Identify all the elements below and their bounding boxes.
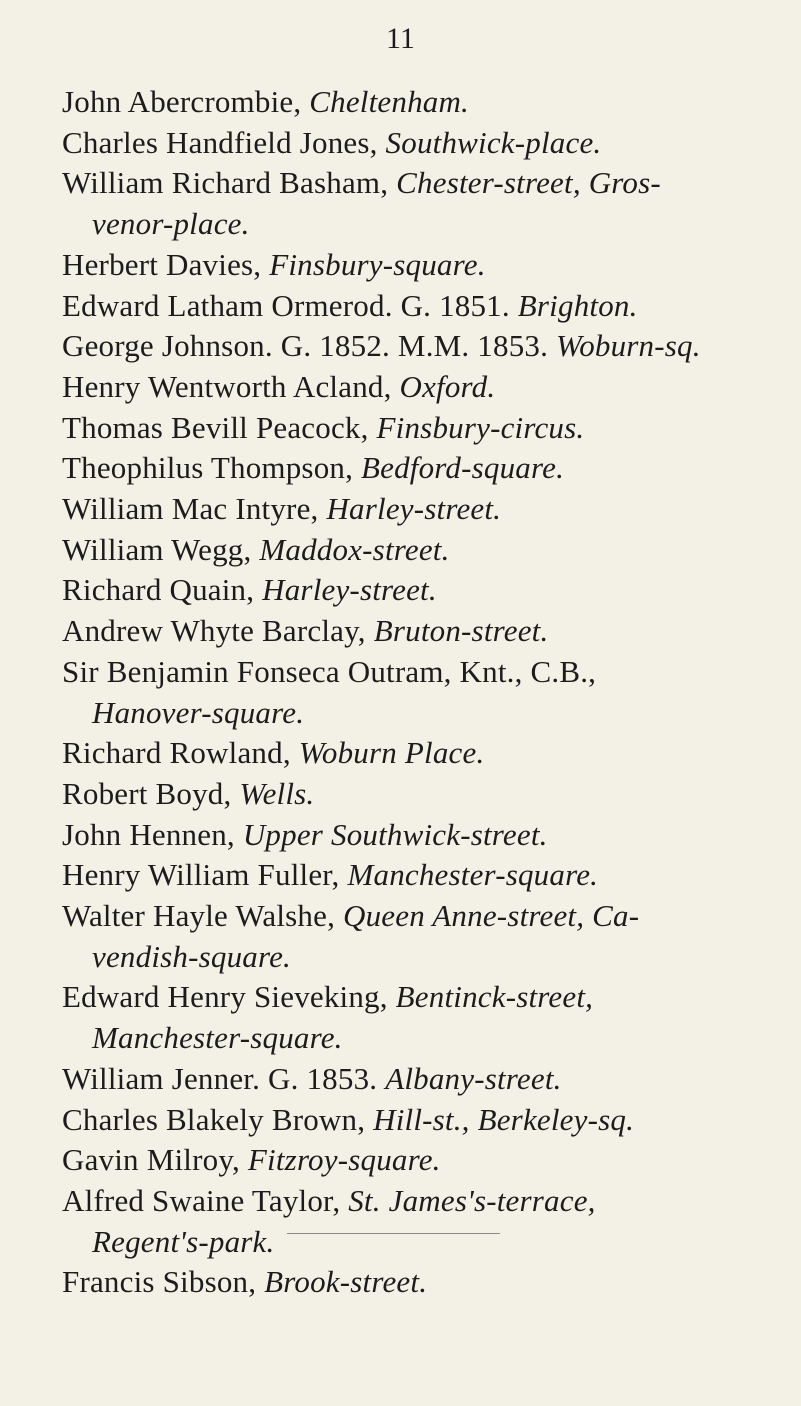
list-item-continuation [62, 1018, 792, 1059]
member-name: George Johnson. G. 1852. M.M. 1853. [62, 328, 557, 364]
list-item-continuation [62, 693, 792, 734]
member-address: Bruton-street. [373, 613, 549, 649]
member-address: Upper Southwick-street. [242, 816, 548, 852]
member-address: Finsbury-square. [269, 246, 486, 282]
member-name: Edward Latham Ormerod. G. 1851. [62, 287, 518, 323]
list-item-continuation [62, 1222, 792, 1263]
list-item [62, 1262, 792, 1303]
member-address: Oxford. [399, 368, 496, 404]
list-item [62, 448, 792, 489]
member-name: Robert Boyd, [62, 775, 240, 811]
member-address: venor-place. [92, 206, 250, 242]
member-name: Sir Benjamin Fonseca Outram, Knt., C.B., [62, 653, 597, 689]
member-address: Wells. [239, 775, 315, 811]
member-name: William Wegg, [62, 531, 260, 567]
list-item [62, 815, 792, 856]
member-name: Charles Handfield Jones, [62, 124, 386, 160]
list-item [62, 82, 792, 123]
member-name: Theophilus Thompson, [62, 450, 361, 486]
closing-rule [287, 1233, 500, 1234]
member-name: William Richard Basham, [62, 165, 397, 201]
member-name: Thomas Bevill Peacock, [62, 409, 377, 445]
list-item [62, 1140, 792, 1181]
list-item [62, 367, 792, 408]
list-item [62, 652, 792, 693]
member-name: Henry Wentworth Acland, [62, 368, 400, 404]
member-address: Manchester-square. [92, 1020, 343, 1056]
member-list [62, 82, 792, 1303]
member-name: John Abercrombie, [62, 84, 310, 119]
list-item [62, 408, 792, 449]
list-item [62, 1059, 792, 1100]
member-address: Bedford-square. [361, 450, 565, 486]
member-address: Queen Anne-street, Ca- [342, 898, 640, 934]
member-address: Maddox-street. [259, 531, 450, 567]
member-name: Alfred Swaine Taylor, [62, 1182, 349, 1218]
member-name: William Mac Intyre, [62, 491, 327, 527]
member-address: Brighton. [517, 287, 638, 323]
list-item [62, 611, 792, 652]
member-name: Walter Hayle Walshe, [62, 898, 343, 934]
member-address: Fitzroy-square. [247, 1142, 441, 1178]
member-name: John Hennen, [62, 816, 243, 852]
member-name: Gavin Milroy, [62, 1142, 248, 1178]
member-name: Charles Blakely Brown, [62, 1101, 374, 1137]
member-name: Richard Quain, [62, 572, 263, 608]
member-address: Hill-st., Berkeley-sq. [373, 1101, 635, 1137]
list-item [62, 855, 792, 896]
member-address: Harley-street. [262, 572, 437, 608]
list-item [62, 245, 792, 286]
member-address: Manchester-square. [347, 857, 599, 893]
list-item-continuation [62, 204, 792, 245]
page-number: 11 [386, 22, 415, 55]
member-address: vendish-square. [92, 938, 292, 974]
member-name: William Jenner. G. 1853. [62, 1060, 386, 1096]
member-address: Albany-street. [385, 1060, 562, 1096]
member-address: Finsbury-circus. [376, 409, 585, 445]
member-address: Harley-street. [326, 491, 502, 527]
list-item-continuation [62, 937, 792, 978]
member-address: Regent's-park. [92, 1223, 275, 1259]
list-item [62, 570, 792, 611]
member-name: Herbert Davies, [62, 246, 270, 282]
list-item [62, 286, 792, 327]
member-address: Woburn Place. [298, 735, 485, 771]
list-item [62, 896, 792, 937]
member-name: Edward Henry Sieveking, [62, 979, 396, 1015]
member-address: Hanover-square. [92, 694, 305, 730]
member-address: Bentinck-street, [395, 979, 594, 1015]
member-address: Southwick-place. [385, 124, 602, 160]
list-item [62, 326, 792, 367]
member-address: Chester-street, Gros- [396, 165, 661, 201]
list-item [62, 1181, 792, 1222]
member-name: Francis Sibson, [62, 1264, 265, 1300]
member-address: St. James's-terrace, [348, 1182, 596, 1218]
member-address: Brook-street. [264, 1264, 428, 1300]
list-item [62, 163, 792, 204]
list-item [62, 489, 792, 530]
list-item [62, 733, 792, 774]
list-item [62, 774, 792, 815]
member-name: Richard Rowland, [62, 735, 299, 771]
member-name: Andrew Whyte Barclay, [62, 613, 374, 649]
list-item [62, 123, 792, 164]
member-address: Cheltenham. [309, 84, 470, 119]
member-address: Woburn-sq. [556, 328, 701, 364]
member-name: Henry William Fuller, [62, 857, 348, 893]
list-item [62, 530, 792, 571]
list-item [62, 977, 792, 1018]
list-item [62, 1100, 792, 1141]
